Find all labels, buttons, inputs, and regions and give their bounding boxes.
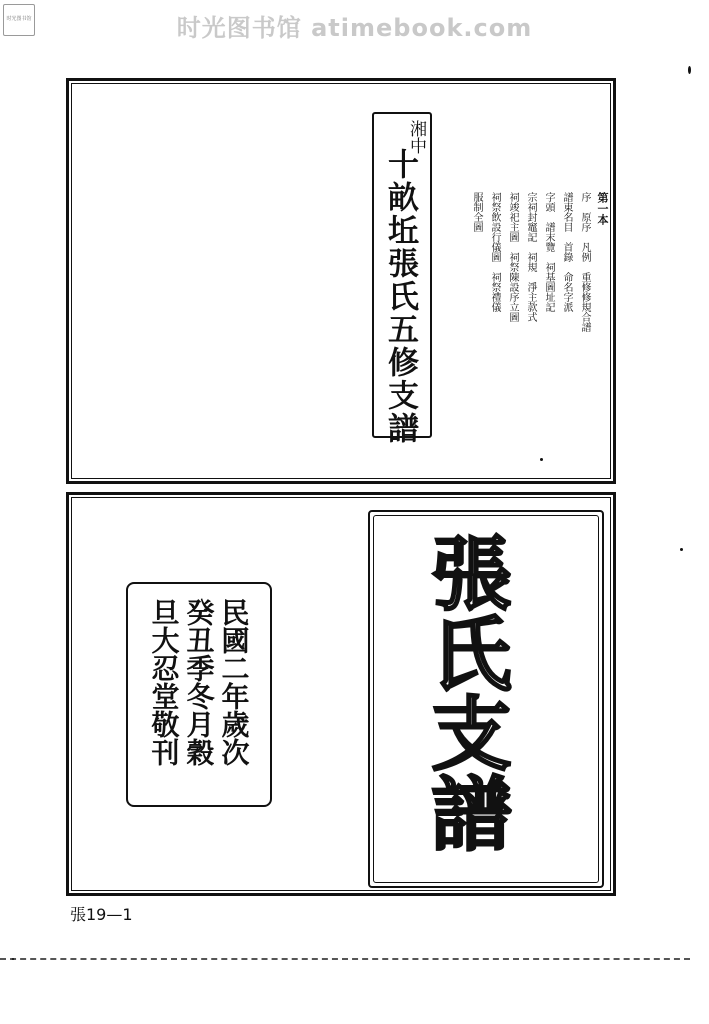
stamp-text: 时光图书馆 bbox=[6, 16, 32, 22]
title-slip bbox=[372, 112, 432, 445]
page-number: 張19—1 bbox=[70, 905, 133, 924]
seal-script-title: 張氏支譜 bbox=[418, 532, 512, 852]
scan-speck bbox=[680, 548, 683, 551]
cover-panel bbox=[66, 78, 616, 484]
toc-heading: 第一本 bbox=[596, 192, 609, 225]
title-region: 湘中 bbox=[406, 120, 426, 154]
watermark: 时光图书馆 atimebook.com bbox=[176, 14, 533, 42]
book-title: 十畝坵張氏五修支譜 bbox=[382, 148, 418, 445]
library-stamp bbox=[3, 4, 35, 36]
colophon-line: 癸丑季冬月穀 bbox=[182, 598, 216, 766]
scan-speck bbox=[688, 66, 691, 74]
scan-speck bbox=[12, 958, 14, 960]
toc-column: 宗祠封竈記 祠規 淨主款式 bbox=[525, 192, 536, 322]
title-page-panel bbox=[66, 492, 616, 896]
seal-title-box bbox=[368, 510, 604, 888]
colophon-line: 旦大忍堂敬刊 bbox=[147, 598, 181, 766]
colophon-line: 民國二年歲次 bbox=[217, 598, 251, 766]
toc-column: 祠竣祀主圖 祠祭陳設序立圖 bbox=[507, 192, 518, 322]
colophon-slip bbox=[126, 582, 272, 807]
table-of-contents bbox=[470, 192, 608, 392]
toc-column: 序 原序 凡例 重修修規合譜 bbox=[579, 192, 590, 332]
bottom-rule bbox=[0, 958, 690, 960]
toc-column: 服制全圖 bbox=[471, 192, 482, 232]
toc-column: 祠祭飲設行儀圖 祠祭禮儀 bbox=[489, 192, 500, 312]
scan-speck bbox=[540, 458, 543, 461]
cover-panel-inner-border bbox=[71, 83, 611, 479]
title-page-panel-inner-border bbox=[71, 497, 611, 891]
toc-column: 字頭 譜末覽 祠基圖址記 bbox=[543, 192, 554, 312]
toc-column: 譜東名目 首錄 命名字派 bbox=[561, 192, 572, 312]
